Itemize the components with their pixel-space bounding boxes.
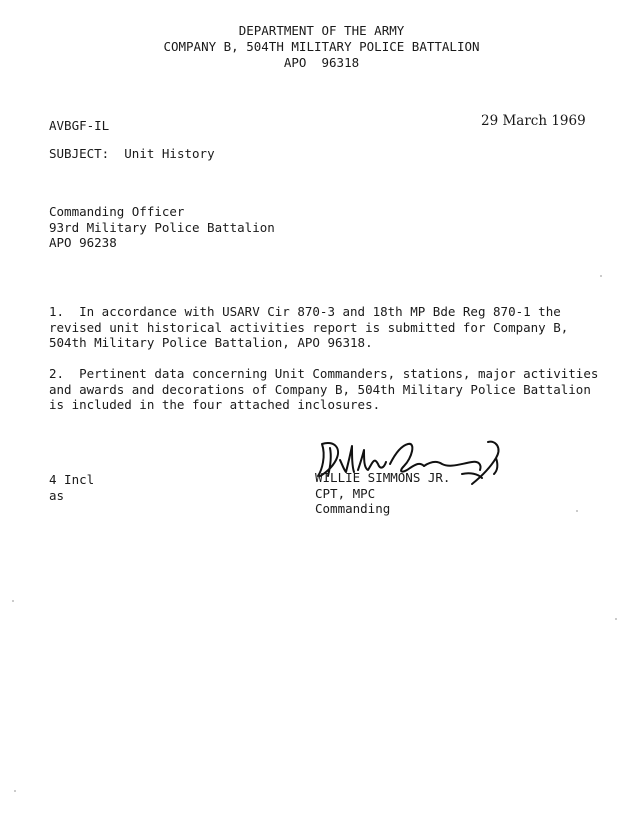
- enclosure-line-2: as: [49, 487, 65, 503]
- scan-speck: [12, 600, 14, 602]
- signer-title: Commanding: [315, 501, 391, 516]
- letter-date: 29 March 1969: [481, 113, 586, 129]
- scan-speck: [576, 510, 578, 512]
- signature-block: [315, 470, 450, 517]
- office-symbol: AVBGF-IL: [49, 118, 110, 133]
- scan-speck: [14, 790, 16, 792]
- paragraph-2-line-1: 2. Pertinent data concerning Unit Commanders, stations, major activities: [49, 366, 599, 381]
- paragraph-2-line-3: is included in the four attached inclosures.: [49, 397, 381, 412]
- paragraph-1: [49, 304, 568, 351]
- subject-text: Unit History: [124, 146, 215, 161]
- subject-line: [49, 146, 215, 161]
- scan-speck: [615, 618, 617, 620]
- enclosure-notation: [49, 472, 94, 503]
- enclosure-line-1: 4 Incl: [49, 472, 95, 487]
- signer-rank: CPT, MPC: [315, 485, 376, 501]
- paragraph-1-line-2: revised unit historical activities report is submitted for Company B,: [49, 319, 569, 335]
- paragraph-1-line-1: 1. In accordance with USARV Cir 870-3 and 18th MP Bde Reg 870-1 the: [49, 304, 561, 319]
- addressee-line-2: 93rd Military Police Battalion: [49, 219, 275, 235]
- subject-label: SUBJECT:: [49, 146, 110, 161]
- paragraph-2: [49, 366, 598, 413]
- signer-name: WILLIE SIMMONS JR.: [315, 470, 451, 485]
- letterhead-department: DEPARTMENT OF THE ARMY: [238, 23, 405, 38]
- letterhead-unit: COMPANY B, 504TH MILITARY POLICE BATTALION: [163, 39, 480, 54]
- scan-speck: [600, 275, 602, 277]
- addressee-line-3: APO 96238: [49, 235, 117, 250]
- addressee-block: [49, 204, 275, 251]
- paragraph-1-line-3: 504th Military Police Battalion, APO 96318.: [49, 335, 373, 350]
- addressee-line-1: Commanding Officer: [49, 204, 185, 219]
- paragraph-2-line-2: and awards and decorations of Company B, 504th Military Police Battalion: [49, 381, 591, 397]
- letterhead-apo: APO 96318: [283, 55, 360, 70]
